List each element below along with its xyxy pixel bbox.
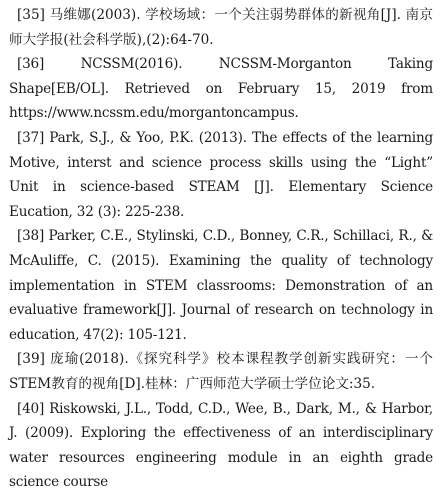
reference-label: [38] — [17, 228, 45, 245]
reference-item-40 — [9, 397, 433, 495]
reference-text: 马维娜(2003). 学校场域：一个关注弱势群体的新视角[J]. 南京师大学报(社会科学版),(2):64-70. — [9, 7, 433, 48]
reference-text: Parker, C.E., Stylinski, C.D., Bonney, C.R., Schillaci, R., & McAuliffe, C. (2015). Examining the quality of technology implementation in STEM classrooms: Demonstration of an evaluative framework[J]. Journal of research on technology in education, 47(2): 105-121. — [9, 228, 434, 343]
reference-item-39 — [9, 347, 433, 396]
reference-item-36 — [9, 52, 433, 126]
reference-text: Park, S.J., & Yoo, P.K. (2013). The effects of the learning Motive, interst and science process skills using the “Light” Unit in science-based STEAM [J]. Elementary Science Eucation, 32 (3): 225-238. — [9, 129, 433, 220]
reference-label: [37] — [17, 129, 45, 146]
reference-text: NCSSM(2016). NCSSM-Morganton Taking Shape[EB/OL]. Retrieved on February 15, 2019 from https://www.ncssm.edu/morgantoncampus. — [9, 56, 433, 122]
reference-item-38 — [9, 224, 433, 347]
reference-label: [36] — [17, 56, 45, 73]
reference-item-37 — [9, 126, 433, 224]
reference-item-35 — [9, 3, 433, 52]
reference-text: Riskowski, J.L., Todd, C.D., Wee, B., Dark, M., & Harbor, J. (2009). Exploring the effectiveness of an interdisciplinary water resources engineering module in an eighth grade science course — [9, 400, 433, 491]
reference-label: [35] — [17, 7, 45, 23]
reference-label: [39] — [17, 351, 45, 368]
reference-text: 庞瑜(2018).《探究科学》校本课程教学创新实践研究：一个STEM教育的视角[D].桂林：广西师范大学硕士学位论文:35. — [9, 351, 433, 392]
reference-label: [40] — [17, 400, 45, 417]
